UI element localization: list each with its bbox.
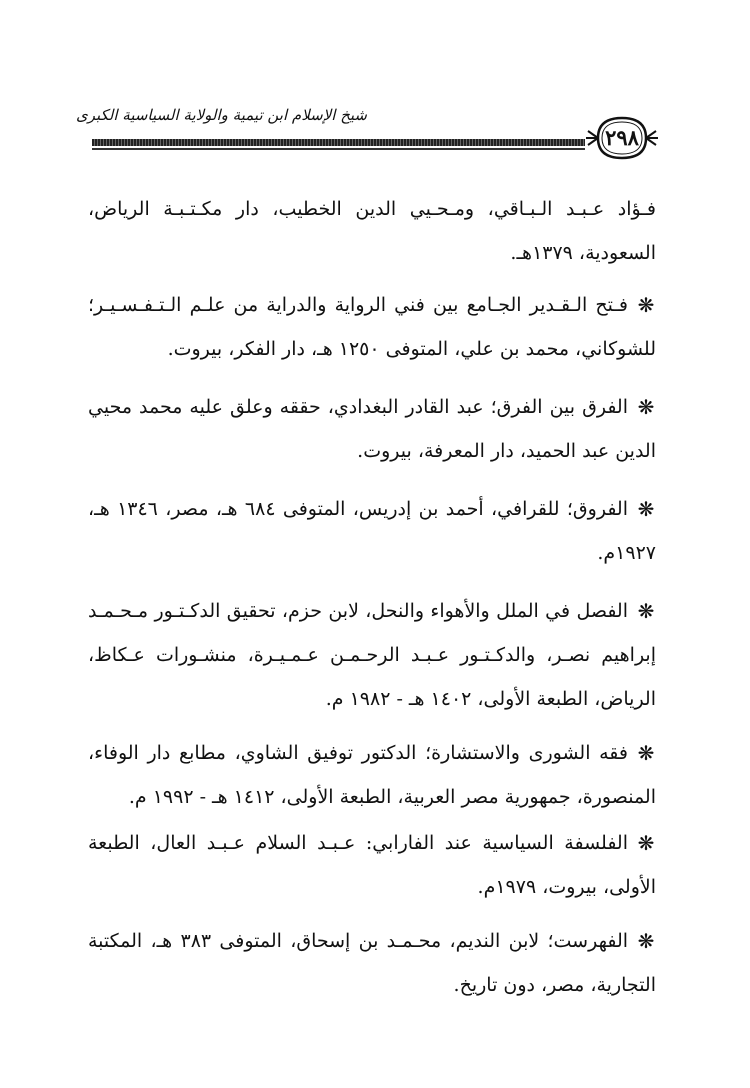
bibliography-entry xyxy=(88,589,656,721)
entry-line: الفهرست؛ لابن النديم، محـمـد بن إسحاق، المتوفى ٣٨٣ هـ، المكتبة xyxy=(88,930,629,952)
bibliography-entry xyxy=(88,283,656,371)
bibliography-entry xyxy=(88,821,656,909)
bullet-star-icon: ❋ xyxy=(637,293,655,317)
page-number: ٢٩٨ xyxy=(605,125,639,150)
header-rule xyxy=(92,139,585,146)
entry-line: الفرق بين الفرق؛ عبد القادر البغدادي، حققه وعلق عليه محمد محيي xyxy=(88,396,628,418)
bibliography-entry xyxy=(88,187,656,275)
entry-line: الرياض، الطبعة الأولى، ١٤٠٢ هـ - ١٩٨٢ م. xyxy=(325,688,656,710)
entry-line: إبراهيم نصـر، والدكـتـور عـبـد الرحـمـن عـمـيـرة، منشـورات عـكاظ، xyxy=(88,644,656,666)
bullet-star-icon: ❋ xyxy=(637,929,655,953)
bullet-star-icon: ❋ xyxy=(637,831,655,855)
entry-line: الفروق؛ للقرافي، أحمد بن إدريس، المتوفى ٦٨٤ هـ، مصر، ١٣٤٦ هـ، xyxy=(88,498,629,520)
entry-line: التجارية، مصر، دون تاريخ. xyxy=(453,974,656,996)
bibliography-entry xyxy=(88,919,656,1007)
entry-line: فـؤاد عـبـد الـبـاقي، ومـحـيي الدين الخطيب، دار مكـتـبـة الرياض، xyxy=(88,198,656,220)
page-number-frame xyxy=(584,113,660,163)
entry-line: السعودية، ١٣٧٩هـ. xyxy=(510,242,656,264)
bullet-star-icon: ❋ xyxy=(637,497,655,521)
entry-line: الدين عبد الحميد، دار المعرفة، بيروت. xyxy=(357,440,656,462)
bibliography-list xyxy=(88,187,656,1007)
bibliography-entry xyxy=(88,487,656,575)
entry-line: الأولى، بيروت، ١٩٧٩م. xyxy=(477,876,656,898)
entry-line: فقه الشورى والاستشارة؛ الدكتور توفيق الشاوي، مطابع دار الوفاء، xyxy=(88,742,628,764)
bullet-star-icon: ❋ xyxy=(637,395,655,419)
entry-line: المنصورة، جمهورية مصر العربية، الطبعة الأولى، ١٤١٢ هـ - ١٩٩٢ م. xyxy=(128,786,656,808)
entry-line: الفلسفة السياسية عند الفارابي: عـبـد السلام عـبـد العال، الطبعة xyxy=(88,832,628,854)
bullet-star-icon: ❋ xyxy=(637,599,655,623)
bibliography-entry xyxy=(88,731,656,819)
entry-line: ١٩٢٧م. xyxy=(597,542,656,564)
bibliography-entry xyxy=(88,385,656,473)
entry-line: فـتح الـقـدير الجـامع بين فني الرواية والدراية من علـم الـتـفـسـيـر؛ xyxy=(88,294,628,316)
entry-line: للشوكاني، محمد بن علي، المتوفى ١٢٥٠ هـ، دار الفكر، بيروت. xyxy=(167,338,656,360)
running-title: شيخ الإسلام ابن تيمية والولاية السياسية الكبرى xyxy=(75,106,367,124)
entry-line: الفصل في الملل والأهواء والنحل، لابن حزم، تحقيق الدكـتـور مـحـمـد xyxy=(88,600,628,622)
header-rule-thin xyxy=(92,148,585,150)
bullet-star-icon: ❋ xyxy=(637,741,655,765)
